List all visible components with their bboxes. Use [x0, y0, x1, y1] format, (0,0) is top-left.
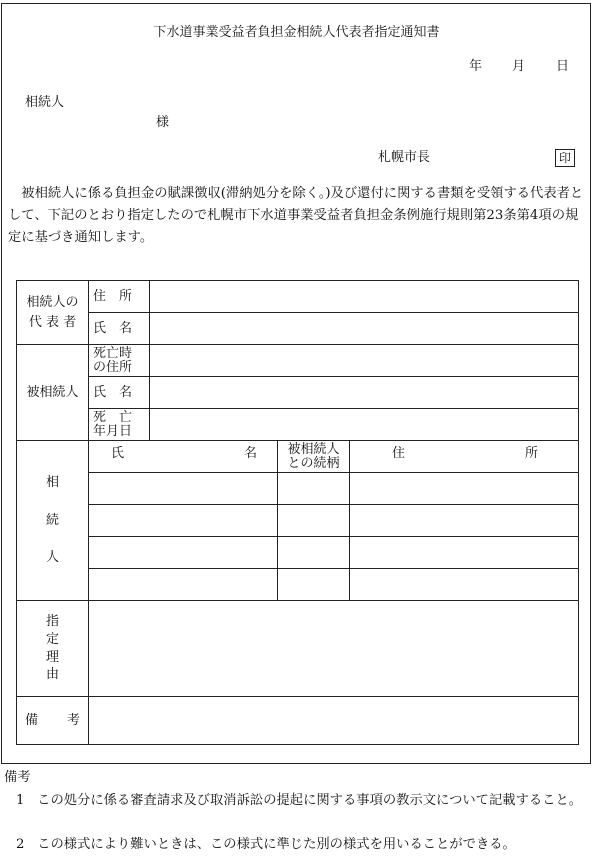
reason-field[interactable] [89, 601, 579, 697]
heir-relation-field-4[interactable] [278, 569, 350, 601]
designation-table [16, 280, 579, 745]
date-month: 月 [512, 59, 526, 74]
seal-mark: 印 [555, 149, 575, 167]
reason-label: 指 定 理 由 [17, 601, 89, 697]
heir-name-field-3[interactable] [89, 537, 278, 569]
heir-relation-field-2[interactable] [278, 505, 350, 537]
document-title: 下水道事業受益者負担金相続人代表者指定通知書 [153, 25, 440, 40]
notice-body: 被相続人に係る負担金の賦課徴収(滞納処分を除く。)及び還付に関する書類を受領する代表者として、下記のとおり指定したので札幌市下水道事業受益者負担金条例施行規則第23条第4項の規定に基づき通知します。 [8, 186, 584, 245]
heir-address-field-2[interactable] [350, 505, 579, 537]
heirs-address-header: 住 所 [350, 441, 579, 473]
date-day: 日 [556, 59, 570, 74]
heir-name-field-4[interactable] [89, 569, 278, 601]
death-date-label: 死 亡 年月日 [89, 409, 150, 441]
remarks-label: 備 考 [17, 697, 89, 745]
heir-relation-field-3[interactable] [278, 537, 350, 569]
heirs-name-header: 氏 名 [89, 441, 278, 473]
deceased-name-label: 氏 名 [89, 377, 150, 409]
representative-label: 相続人の 代 表 者 [17, 281, 89, 345]
heir-address-field-4[interactable] [350, 569, 579, 601]
heirs-relation-header: 被相続人 との続柄 [278, 441, 350, 473]
heir-name-field-2[interactable] [89, 505, 278, 537]
addressee-honorific: 様 [156, 115, 170, 130]
heir-address-field-1[interactable] [350, 473, 579, 505]
note-item-1: 1 この処分に係る審査請求及び取消訴訟の提起に関する事項の教示文について記載すること。 [16, 793, 583, 808]
remarks-field[interactable] [89, 697, 579, 745]
notes-heading: 備考 [4, 770, 31, 785]
issuer-name: 札幌市長 [378, 150, 431, 165]
note-item-2: 2 この様式により難いときは、この様式に準じた別の様式を用いることができる。 [16, 837, 516, 852]
representative-name-field[interactable] [150, 313, 579, 345]
deceased-label: 被相続人 [17, 345, 89, 441]
heirs-label: 相 続 人 [17, 441, 89, 601]
deceased-address-field[interactable] [150, 345, 579, 377]
heir-name-field-1[interactable] [89, 473, 278, 505]
deceased-name-field[interactable] [150, 377, 579, 409]
death-date-field[interactable] [150, 409, 579, 441]
heir-relation-field-1[interactable] [278, 473, 350, 505]
representative-name-label: 氏 名 [89, 313, 150, 345]
heir-address-field-3[interactable] [350, 537, 579, 569]
representative-address-field[interactable] [150, 281, 579, 313]
date-year: 年 [469, 59, 483, 74]
representative-address-label: 住 所 [89, 281, 150, 313]
deceased-address-label: 死亡時 の住所 [89, 345, 150, 377]
addressee-label: 相続人 [25, 95, 65, 110]
